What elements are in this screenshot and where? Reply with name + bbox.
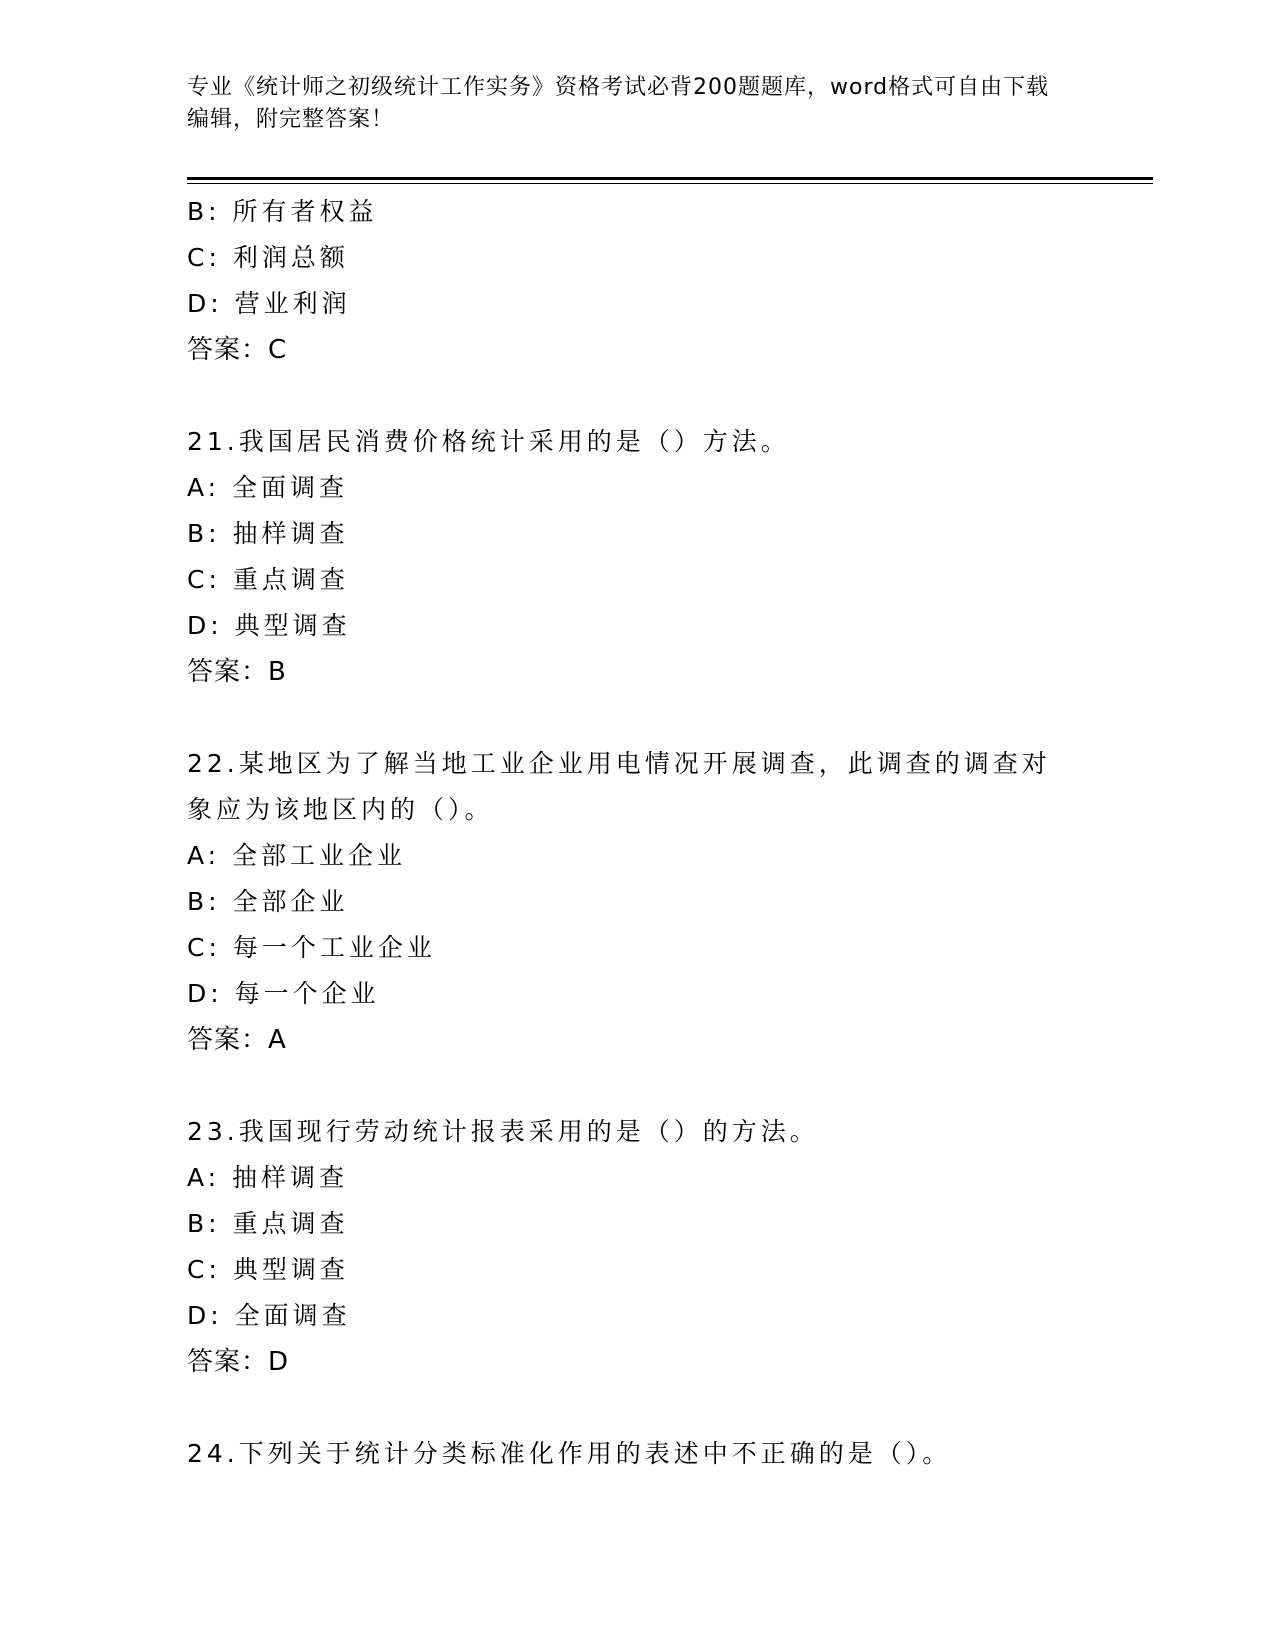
header-text: 专业《统计师之初级统计工作实务》资格考试必背200题题库，word格式可自由下载编辑，附完整答案！: [187, 75, 1050, 132]
option-c: C: 利润总额: [187, 243, 349, 272]
option-b: B: 所有者权益: [187, 197, 378, 226]
option-a: A: 抽样调查: [187, 1163, 349, 1192]
option-c: C: 重点调查: [187, 565, 349, 594]
option-d: D: 营业利润: [187, 289, 351, 318]
answer-line: 答案：A: [187, 1025, 287, 1055]
question-item-23: [187, 1109, 1087, 1385]
question-item-24: [187, 1431, 1087, 1477]
question-stem: 23.我国现行劳动统计报表采用的是（）的方法。: [187, 1117, 819, 1146]
question-stem: 24.下列关于统计分类标准化作用的表述中不正确的是（）。: [187, 1439, 952, 1468]
spacer: [187, 1385, 1087, 1431]
spacer: [187, 1063, 1087, 1109]
option-b: B: 全部企业: [187, 887, 349, 916]
question-item-partial: [187, 189, 1087, 373]
spacer: [187, 373, 1087, 419]
option-a: A: 全面调查: [187, 473, 349, 502]
option-d: D: 典型调查: [187, 611, 351, 640]
option-b: B: 抽样调查: [187, 519, 349, 548]
header-divider-thin: [187, 183, 1153, 184]
question-stem: 21.我国居民消费价格统计采用的是（）方法。: [187, 427, 790, 456]
option-c: C: 典型调查: [187, 1255, 349, 1284]
option-b: B: 重点调查: [187, 1209, 349, 1238]
question-item-21: [187, 419, 1087, 695]
answer-line: 答案：B: [187, 657, 287, 687]
answer-line: 答案：D: [187, 1347, 290, 1377]
answer-line: 答案：C: [187, 335, 288, 365]
option-a: A: 全部工业企业: [187, 841, 407, 870]
option-d: D: 每一个企业: [187, 979, 380, 1008]
question-stem: 22.某地区为了解当地工业企业用电情况开展调查，此调查的调查对象应为该地区内的（）。: [187, 749, 1051, 824]
option-d: D: 全面调查: [187, 1301, 351, 1330]
question-list: [187, 189, 1087, 1477]
question-item-22: [187, 741, 1087, 1063]
option-c: C: 每一个工业企业: [187, 933, 436, 962]
header-divider-thick: [187, 177, 1153, 180]
spacer: [187, 695, 1087, 741]
document-header: [187, 72, 1067, 136]
